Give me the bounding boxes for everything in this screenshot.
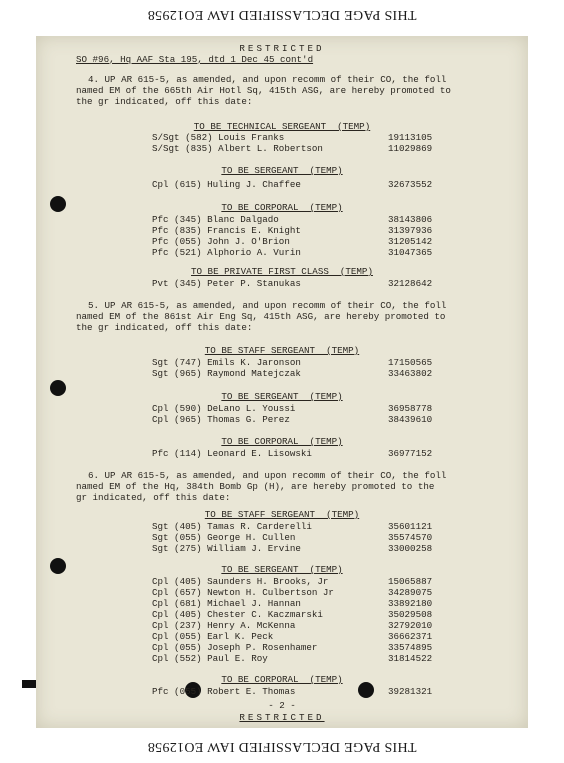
group-heading: TO BE CORPORAL (TEMP)	[221, 674, 343, 685]
classification-header: RESTRICTED	[239, 43, 325, 54]
group-heading: TO BE TECHNICAL SERGEANT (TEMP)	[193, 121, 371, 132]
group-heading: TO BE CORPORAL (TEMP)	[221, 202, 343, 213]
declassification-banner-bottom: THIS PAGE DECLASSIFIED IAW EO12958	[147, 739, 417, 754]
para4-line1: 4. UP AR 615-5, as amended, and upon recomm of their CO, the foll	[88, 74, 447, 85]
group-heading: TO BE PRIVATE FIRST CLASS (TEMP)	[191, 266, 373, 277]
declassification-banner-top: THIS PAGE DECLASSIFIED IAW EO12958	[147, 7, 417, 22]
para5-line3: the gr indicated, off this date:	[76, 322, 253, 333]
page-number: - 2 -	[268, 700, 296, 711]
group-heading: TO BE SERGEANT (TEMP)	[221, 391, 343, 402]
para6-line1: 6. UP AR 615-5, as amended, and upon recomm of their CO, the foll	[88, 470, 447, 481]
scan-edge-mark	[22, 680, 36, 688]
para6-line2: named EM of the Hq, 384th Bomb Gp (H), are hereby promoted to the	[76, 481, 435, 492]
para4-line3: the gr indicated, off this date:	[76, 96, 253, 107]
classification-footer: RESTRICTED	[239, 712, 325, 723]
group-heading: TO BE SERGEANT (TEMP)	[221, 564, 343, 575]
group-heading: TO BE CORPORAL (TEMP)	[221, 436, 343, 447]
para4-line2: named EM of the 665th Air Hotl Sq, 415th ASG, are hereby promoted to	[76, 85, 451, 96]
para6-line3: gr indicated, off this date:	[76, 492, 231, 503]
document-page: RESTRICTED SO #96, Hq AAF Sta 195, dtd 1 Dec 45 cont'd 4. UP AR 615-5, as amended, and upon recomm of their CO, the foll named EM of the 665th Air Hotl Sq, 415th ASG, are hereby promoted to the gr indicated, off this date: TO BE TECHNICAL SERGEANT (TEMP) S/Sgt (582) Louis Franks 19113105 S/Sgt (835) Albert L. Robertson 11029869 TO BE SERGEANT (TEMP) Cpl (615) Huling J. Chaffee 32673552 TO BE CORPORAL (TEMP) Pfc (345) Blanc Dalgado 38143806 Pfc (835) Francis E. Knight 31397936 Pfc (055) John J. O'Brion 31205142 Pfc (521) Alphorio A. Vurin 31047365 TO BE PRIVATE FIRST CLASS (TEMP) Pvt (345) Peter P. Stanukas 32128642 5. UP AR 615-5, as amended, and upon recomm of their CO, the foll named EM of the 861st Air Eng Sq, 415th ASG, are hereby promoted to the gr indicated, off this date: TO BE STAFF SERGEANT (TEMP) Sgt (747) Emils K. Jaronson 17150565 Sgt (965) Raymond Matejczak 33463802 TO BE SERGEANT (TEMP) Cpl (590) DeLano L. Youssi 36958778 Cpl (965) Thomas G. Perez 38439610 TO BE CORPORAL (TEMP) Pfc (114) Leonard E. Lisowski 36977152 6. UP AR 615-5, as amended, and upon recomm of their CO, the foll named EM of the Hq, 384th Bomb Gp (H), are hereby promoted to the gr indicated, off this date: TO BE STAFF SERGEANT (TEMP) Sgt (405) Tamas R. Carderelli 35601121 Sgt (055) George H. Cullen 35574570 Sgt (275) William J. Ervine 33000258 TO BE SERGEANT (TEMP) Cpl (405) Saunders H. Brooks, Jr 15065887 Cpl (657) Newton H. Culbertson Jr 34289075 Cpl (681) Michael J. Hannan 33892180 Cpl (405) Chester C. Kaczmarski 35029508 Cpl (237) Henry A. McKenna 32792010 Cpl (055) Earl K. Peck 36662371 Cpl (055) Joseph P. Rosenhamer 33574895 Cpl (552) Paul E. Roy 31814522 TO BE CORPORAL (TEMP) Pfc (055) Robert E. Thomas 39281321 - 2 - RESTRICTED	[36, 36, 528, 728]
para5-line1: 5. UP AR 615-5, as amended, and upon recomm of their CO, the foll	[88, 300, 447, 311]
order-reference: SO #96, Hq AAF Sta 195, dtd 1 Dec 45 cont'd	[76, 54, 314, 65]
group-heading: TO BE STAFF SERGEANT (TEMP)	[204, 345, 360, 356]
group-heading: TO BE SERGEANT (TEMP)	[221, 165, 343, 176]
group-heading: TO BE STAFF SERGEANT (TEMP)	[204, 509, 360, 520]
para5-line2: named EM of the 861st Air Eng Sq, 415th ASG, are hereby promoted to	[76, 311, 446, 322]
